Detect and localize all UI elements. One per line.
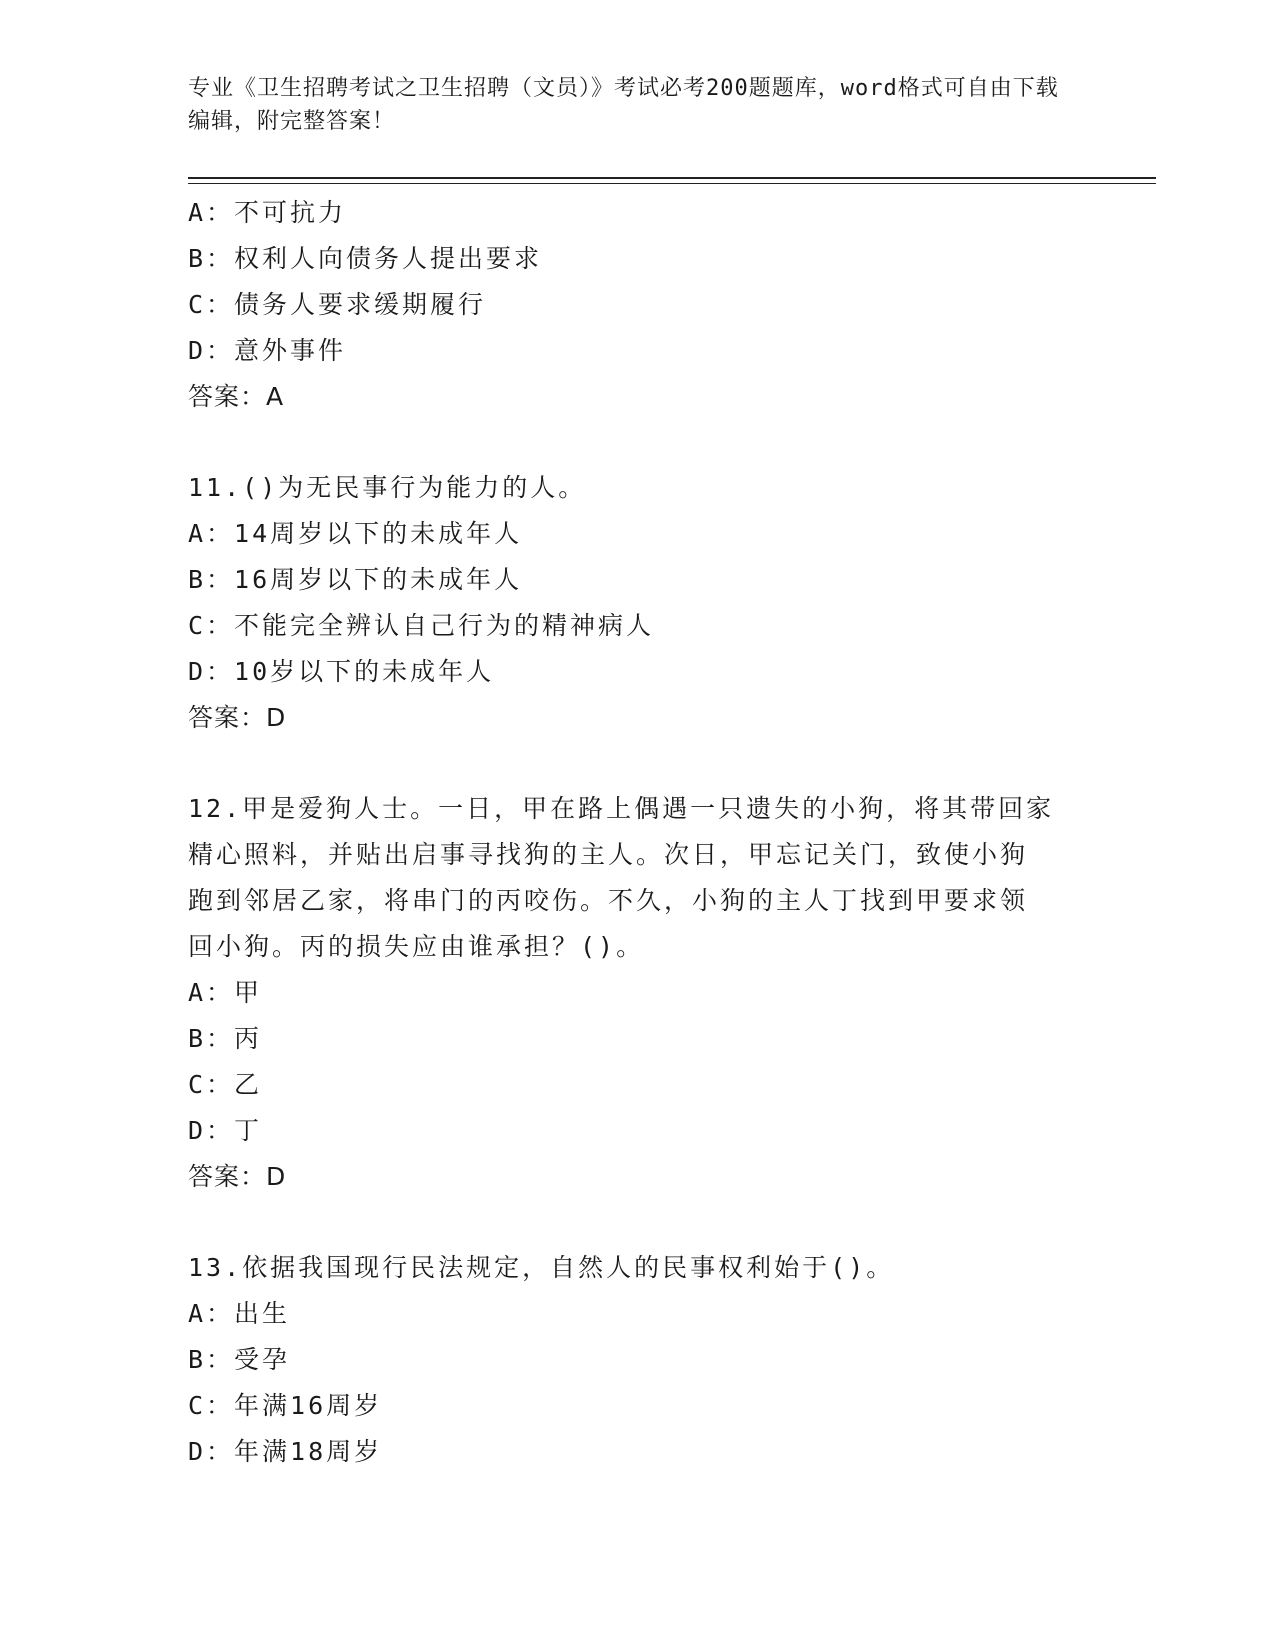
option-d: D：10岁以下的未成年人 — [188, 657, 495, 686]
header-rule-thin — [188, 183, 1156, 184]
option-c: C：年满16周岁 — [188, 1391, 383, 1420]
question-stem-line-4: 回小狗。丙的损失应由谁承担？()。 — [188, 932, 645, 961]
question-stem: 13.依据我国现行民法规定，自然人的民事权利始于()。 — [188, 1253, 895, 1282]
prev-question-block — [188, 190, 1088, 420]
question-11 — [188, 465, 1088, 741]
answer-line: 答案：D — [188, 703, 287, 732]
option-c: C：乙 — [188, 1070, 263, 1099]
option-d: D：意外事件 — [188, 336, 347, 365]
option-a: A：甲 — [188, 978, 263, 1007]
question-12 — [188, 786, 1088, 1200]
option-c: C：债务人要求缓期履行 — [188, 290, 487, 319]
option-b: B：受孕 — [188, 1345, 291, 1374]
question-stem: 11.()为无民事行为能力的人。 — [188, 473, 587, 502]
option-d: D：丁 — [188, 1116, 263, 1145]
option-a: A：14周岁以下的未成年人 — [188, 519, 523, 548]
option-b: B：丙 — [188, 1024, 263, 1053]
option-c: C：不能完全辨认自己行为的精神病人 — [188, 611, 655, 640]
question-stem-line-1: 12.甲是爱狗人士。一日，甲在路上偶遇一只遗失的小狗，将其带回家 — [188, 794, 1055, 823]
question-list — [188, 190, 1088, 1475]
option-d: D：年满18周岁 — [188, 1437, 383, 1466]
header-rule-thick — [188, 177, 1156, 179]
option-a: A：出生 — [188, 1299, 291, 1328]
spacer — [188, 1200, 1088, 1245]
spacer — [188, 420, 1088, 465]
question-stem-line-3: 跑到邻居乙家，将串门的丙咬伤。不久，小狗的主人丁找到甲要求领 — [188, 886, 1029, 915]
option-b: B：16周岁以下的未成年人 — [188, 565, 523, 594]
answer-line: 答案：D — [188, 1162, 287, 1191]
document-header: 专业《卫生招聘考试之卫生招聘（文员）》考试必考200题题库，word格式可自由下载编辑，附完整答案！ — [188, 76, 1059, 134]
option-b: B：权利人向债务人提出要求 — [188, 244, 543, 273]
option-a: A：不可抗力 — [188, 198, 347, 227]
spacer — [188, 741, 1088, 786]
question-13 — [188, 1245, 1088, 1475]
answer-line: 答案：A — [188, 382, 285, 411]
question-stem-line-2: 精心照料，并贴出启事寻找狗的主人。次日，甲忘记关门，致使小狗 — [188, 840, 1029, 869]
